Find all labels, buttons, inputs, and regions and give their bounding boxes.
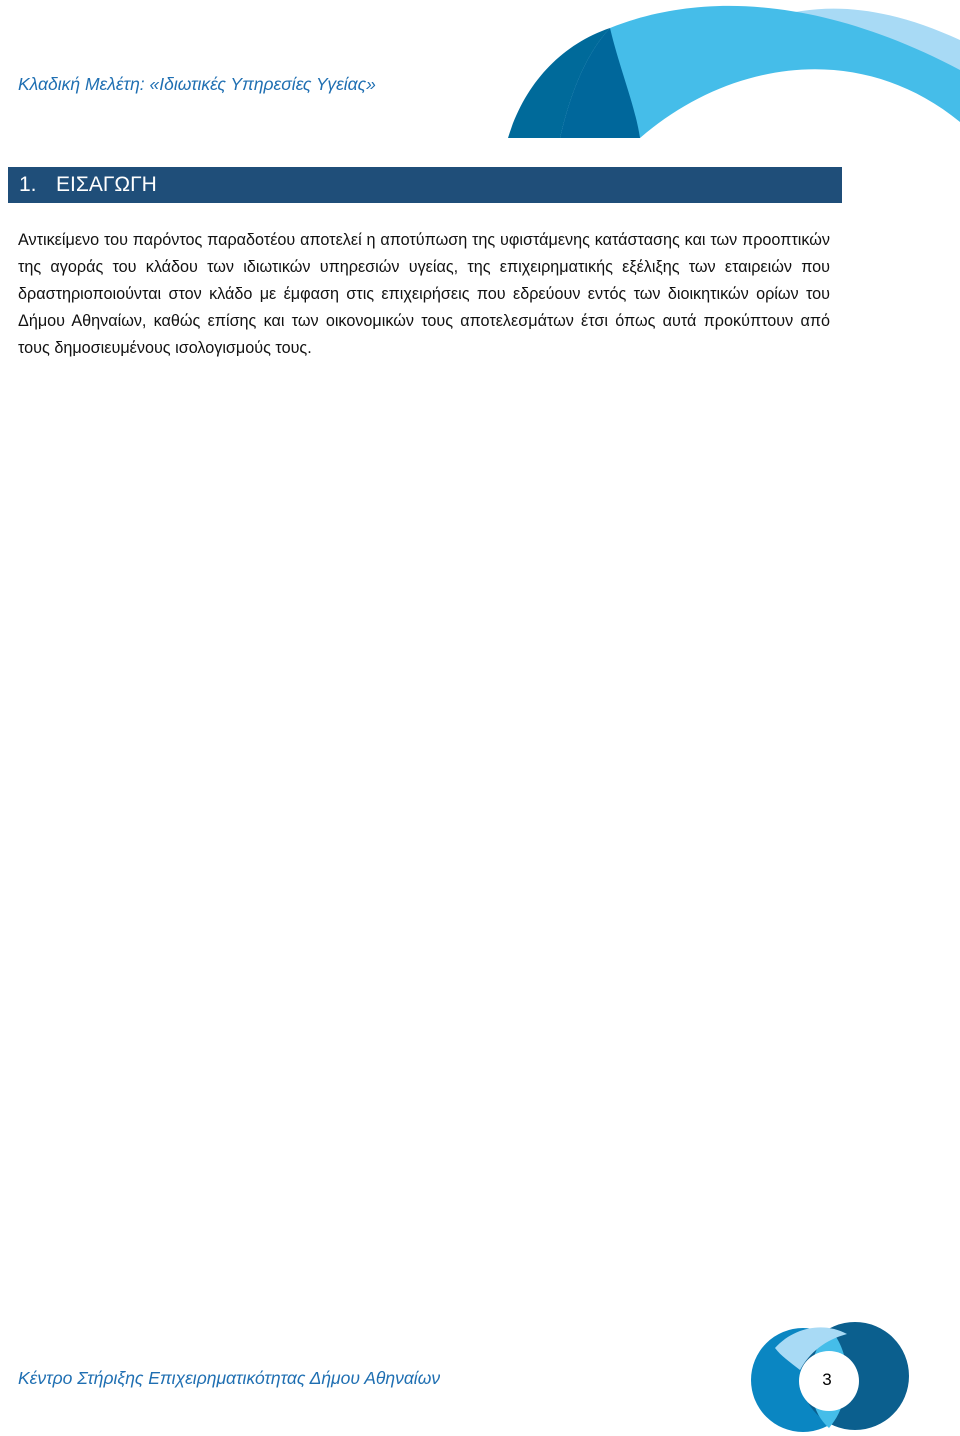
page-number: 3 (822, 1370, 832, 1389)
header-title: Κλαδική Μελέτη: «Ιδιωτικές Υπηρεσίες Υγείας» (18, 74, 376, 94)
footer-organization: Κέντρο Στήριξης Επιχειρηματικότητας Δήμου Αθηναίων (18, 1368, 441, 1388)
body-paragraph: Αντικείμενο του παρόντος παραδοτέου αποτελεί η αποτύπωση της υφιστάμενης κατάστασης και των προοπτικών της αγοράς του κλάδου των ιδιωτικών υπηρεσιών υγείας, της επιχειρηματικής εξέλιξης των εταιρειών που δραστηριοποιούνται στον κλάδο με έμφαση στις επιχειρήσεις που εδρεύουν εντός των διοικητικών ορίων του Δήμου Αθηναίων, καθώς επίσης και των οικονομικών τους αποτελεσμάτων έτσι όπως αυτά προκύπτουν από τους δημοσιευμένους ισολογισμούς τους. (18, 231, 830, 357)
section-heading-bar (8, 167, 842, 203)
section-number: 1. (19, 173, 37, 196)
section-title: ΕΙΣΑΓΩΓΗ (56, 173, 157, 196)
header-swoosh-graphic (500, 0, 960, 140)
